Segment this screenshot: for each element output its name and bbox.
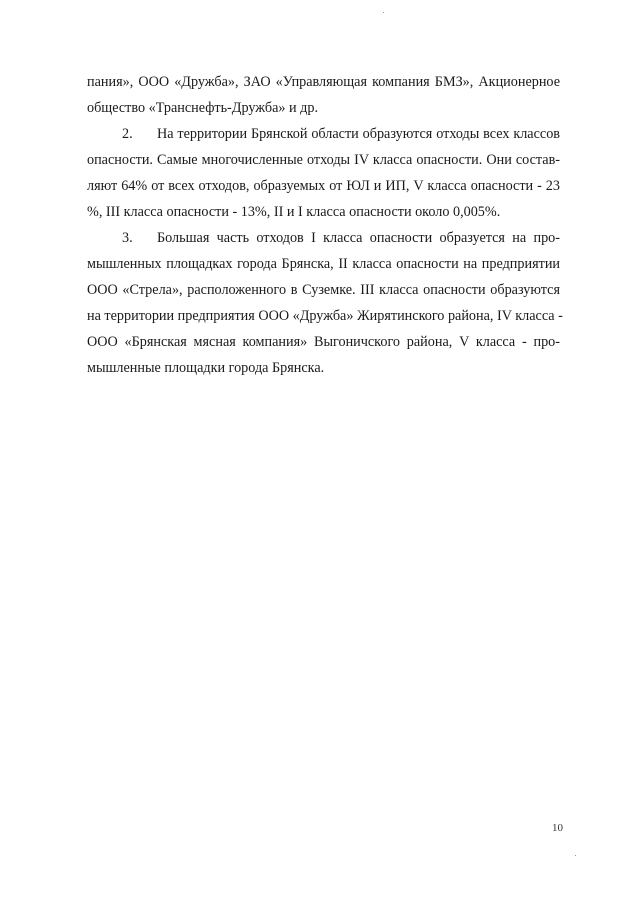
paragraph-intro-line-2: общество «Транснефть-Дружба» и др. — [87, 100, 319, 116]
paragraph-3-line-2: мышленных площадках города Брянска, II класса опасности на предприятии — [87, 256, 560, 272]
paragraph-3-line-6: мышленные площадки города Брянска. — [87, 360, 325, 376]
paragraph-3-line-1 — [122, 229, 560, 247]
scan-speck — [575, 855, 576, 856]
paragraph-2-number: 2. — [122, 126, 133, 142]
paragraph-3-number: 3. — [122, 230, 133, 246]
paragraph-3-text-1: Большая часть отходов I класса опасности образуется на про- — [157, 230, 560, 246]
scan-speck — [383, 12, 384, 13]
paragraph-3-line-4: на территории предприятия ООО «Дружба» Жирятинского района, IV класса - — [87, 308, 563, 324]
paragraph-3-line-5: ООО «Брянская мясная компания» Выгоничского района, V класса - про- — [87, 334, 560, 350]
paragraph-2-line-1 — [122, 125, 560, 143]
paragraph-2-text-1: На территории Брянской области образуются отходы всех классов — [157, 126, 560, 142]
paragraph-2-line-2: опасности. Самые многочисленные отходы IV класса опасности. Они состав- — [87, 152, 560, 168]
paragraph-intro-line-1: пания», ООО «Дружба», ЗАО «Управляющая компания БМЗ», Акционерное — [87, 74, 560, 90]
paragraph-3-line-3: ООО «Стрела», расположенного в Суземке. III класса опасности образуются — [87, 282, 560, 298]
paragraph-2-line-3: ляют 64% от всех отходов, образуемых от ЮЛ и ИП, V класса опасности - 23 — [87, 178, 560, 194]
page-number: 10 — [552, 822, 563, 834]
paragraph-2-line-4: %, III класса опасности - 13%, II и I класса опасности около 0,005%. — [87, 204, 501, 220]
